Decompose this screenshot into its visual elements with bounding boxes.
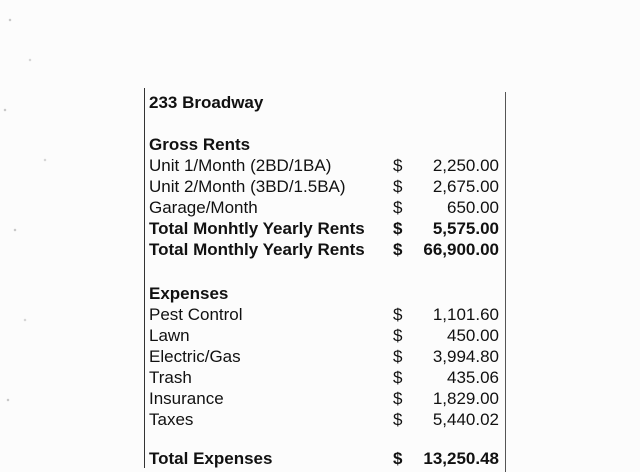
expense-amount: 435.06	[447, 368, 499, 387]
expense-dollar: $	[393, 347, 403, 366]
expense-row	[149, 346, 499, 367]
expenses-heading-text: Expenses	[149, 284, 229, 303]
gross-rent-label: Garage/Month	[149, 198, 258, 217]
property-title-text: 233 Broadway	[149, 93, 264, 112]
expense-label: Trash	[149, 368, 192, 387]
gross-rent-row	[149, 176, 499, 197]
gross-rent-dollar: $	[393, 240, 403, 259]
gross-rent-row	[149, 218, 499, 239]
gross-rent-row	[149, 239, 499, 260]
expense-dollar: $	[393, 326, 403, 345]
gross-rent-label: Total Monhtly Yearly Rents	[149, 219, 365, 238]
expense-amount: 3,994.80	[432, 347, 499, 366]
expense-amount: 1,829.00	[432, 389, 499, 408]
rent-sheet	[144, 88, 507, 468]
gross-rent-amount: 5,575.00	[432, 219, 499, 238]
gross-rent-label: Unit 1/Month (2BD/1BA)	[149, 156, 332, 175]
gross-rent-label: Total Monthly Yearly Rents	[149, 240, 365, 259]
expense-row	[149, 325, 499, 346]
gross-rent-dollar: $	[393, 219, 403, 238]
expense-row	[149, 409, 499, 430]
gross-rent-amount: 2,250.00	[432, 156, 499, 175]
property-title	[149, 92, 499, 113]
expense-dollar: $	[393, 410, 403, 429]
expense-label: Taxes	[149, 410, 194, 429]
gross-rent-amount: 2,675.00	[432, 177, 499, 196]
expense-label: Pest Control	[149, 305, 243, 324]
gross-rent-label: Unit 2/Month (3BD/1.5BA)	[149, 177, 346, 196]
expense-label: Lawn	[149, 326, 190, 345]
total-expenses-amount: 13,250.48	[423, 449, 499, 468]
expense-amount: 1,101.60	[432, 305, 499, 324]
expense-row	[149, 367, 499, 388]
scan-speckle	[0, 0, 70, 460]
total-expenses-row	[149, 448, 499, 469]
expense-dollar: $	[393, 305, 403, 324]
gross-rent-amount: 66,900.00	[423, 240, 499, 259]
gross-rents-heading	[149, 134, 499, 155]
gross-rent-row	[149, 155, 499, 176]
expense-label: Electric/Gas	[149, 347, 241, 366]
total-expenses-dollar: $	[393, 449, 403, 468]
gross-rent-dollar: $	[393, 177, 403, 196]
gross-rent-row	[149, 197, 499, 218]
expenses-heading	[149, 283, 499, 304]
expense-amount: 450.00	[447, 326, 499, 345]
gross-rent-amount: 650.00	[447, 198, 499, 217]
expense-amount: 5,440.02	[432, 410, 499, 429]
gross-rent-dollar: $	[393, 156, 403, 175]
expense-row	[149, 388, 499, 409]
expense-label: Insurance	[149, 389, 224, 408]
gross-rent-dollar: $	[393, 198, 403, 217]
total-expenses-label: Total Expenses	[149, 449, 273, 468]
expense-dollar: $	[393, 368, 403, 387]
gross-rents-heading-text: Gross Rents	[149, 135, 251, 154]
expense-dollar: $	[393, 389, 403, 408]
expense-row	[149, 304, 499, 325]
